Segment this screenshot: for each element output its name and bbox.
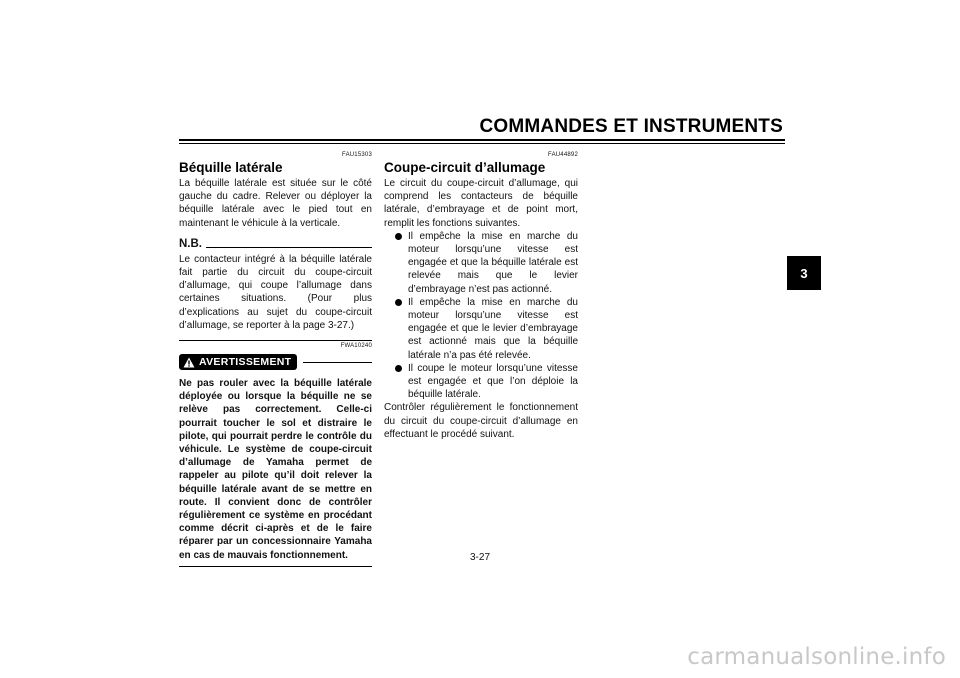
- watermark: carmanualsonline.info: [687, 644, 946, 670]
- warning-rule: [303, 362, 372, 363]
- list-item-text: Il empêche la mise en marche du moteur lorsqu’une vitesse est engagée et que la béquille latérale est relevée mais que le levier d’embrayage n’est pas actionné.: [408, 230, 578, 295]
- list-item: [384, 230, 578, 296]
- list-item: [384, 296, 578, 362]
- list-item: [384, 362, 578, 402]
- bullet-dot-icon: [395, 365, 402, 372]
- bullet-dot-icon: [395, 233, 402, 240]
- nb-rule: [206, 247, 372, 248]
- right-column: [384, 152, 578, 441]
- warning-ref-code: FWA10240: [340, 343, 372, 350]
- list-item-text: Il coupe le moteur lorsqu’une vitesse est engagée et que l’on déploie la béquille latérale.: [408, 362, 578, 401]
- warning-text: Ne pas rouler avec la béquille latérale déployée ou lorsque la béquille ne se relève pas correctement. Celle-ci pourrait toucher le sol et distraire le pilote, qui pourrait perdre le contrôle du véhicule. Le système de coupe-circuit d’allumage de Yamaha permet de rappeler au pilote qu’il doit relever la béquille latérale avant de se mettre en route. Il convient donc de contrôler régulièrement ce système en procédant comme décrit ci-après et de le faire réparer par un concessionnaire Yamaha en cas de mauvais fonctionnement.: [179, 378, 372, 561]
- side-stand-body: La béquille latérale est située sur le côté gauche du cadre. Relever ou déployer la béquille latérale avec le pied tout en maintenant le véhicule à la verticale.: [179, 178, 372, 229]
- warning-bottom-rule: [179, 566, 372, 567]
- header-rule-thick: [179, 139, 785, 141]
- chapter-tab: 3: [787, 256, 821, 290]
- bullet-dot-icon: [395, 299, 402, 306]
- page-header-title: COMMANDES ET INSTRUMENTS: [479, 116, 783, 137]
- section-ref-code-right: FAU44892: [548, 152, 578, 158]
- ignition-cutoff-intro: Le circuit du coupe-circuit d’allumage, qui comprend les contacteurs de béquille latérale, d’embrayage et de point mort, remplit les fonctions suivantes.: [384, 178, 578, 229]
- warning-header: [179, 354, 372, 370]
- page-number: 3-27: [469, 552, 490, 563]
- nb-bottom-rule: [179, 340, 372, 341]
- warning-triangle-icon: [183, 357, 195, 368]
- nb-text: Le contacteur intégré à la béquille latérale fait partie du circuit du coupe-circuit d’allumage, qui coupe l’allumage dans certaines situations. (Pour plus d’explications au sujet du coupe-circuit d’allumage, se reporter à la page 3-27.): [179, 253, 372, 331]
- function-list: [384, 230, 578, 402]
- nb-header: [179, 238, 372, 250]
- list-item-text: Il empêche la mise en marche du moteur lorsqu’une vitesse est engagée et que le levier d’embrayage est actionné mais que la béquille latérale n’a pas été relevée.: [408, 296, 578, 361]
- warning-badge: [179, 354, 297, 370]
- section-ref-code: FAU15303: [342, 152, 372, 158]
- header-rule-thin: [179, 143, 785, 144]
- section-heading-side-stand: Béquille latérale: [179, 160, 283, 175]
- warning-label: AVERTISSEMENT: [199, 356, 292, 369]
- ignition-cutoff-outro: Contrôler régulièrement le fonctionnement du circuit du coupe-circuit d’allumage en effectuant le procédé suivant.: [384, 402, 578, 440]
- nb-label: N.B.: [179, 237, 202, 250]
- left-column: [179, 152, 372, 567]
- section-heading-ignition-cutoff: Coupe-circuit d’allumage: [384, 160, 546, 175]
